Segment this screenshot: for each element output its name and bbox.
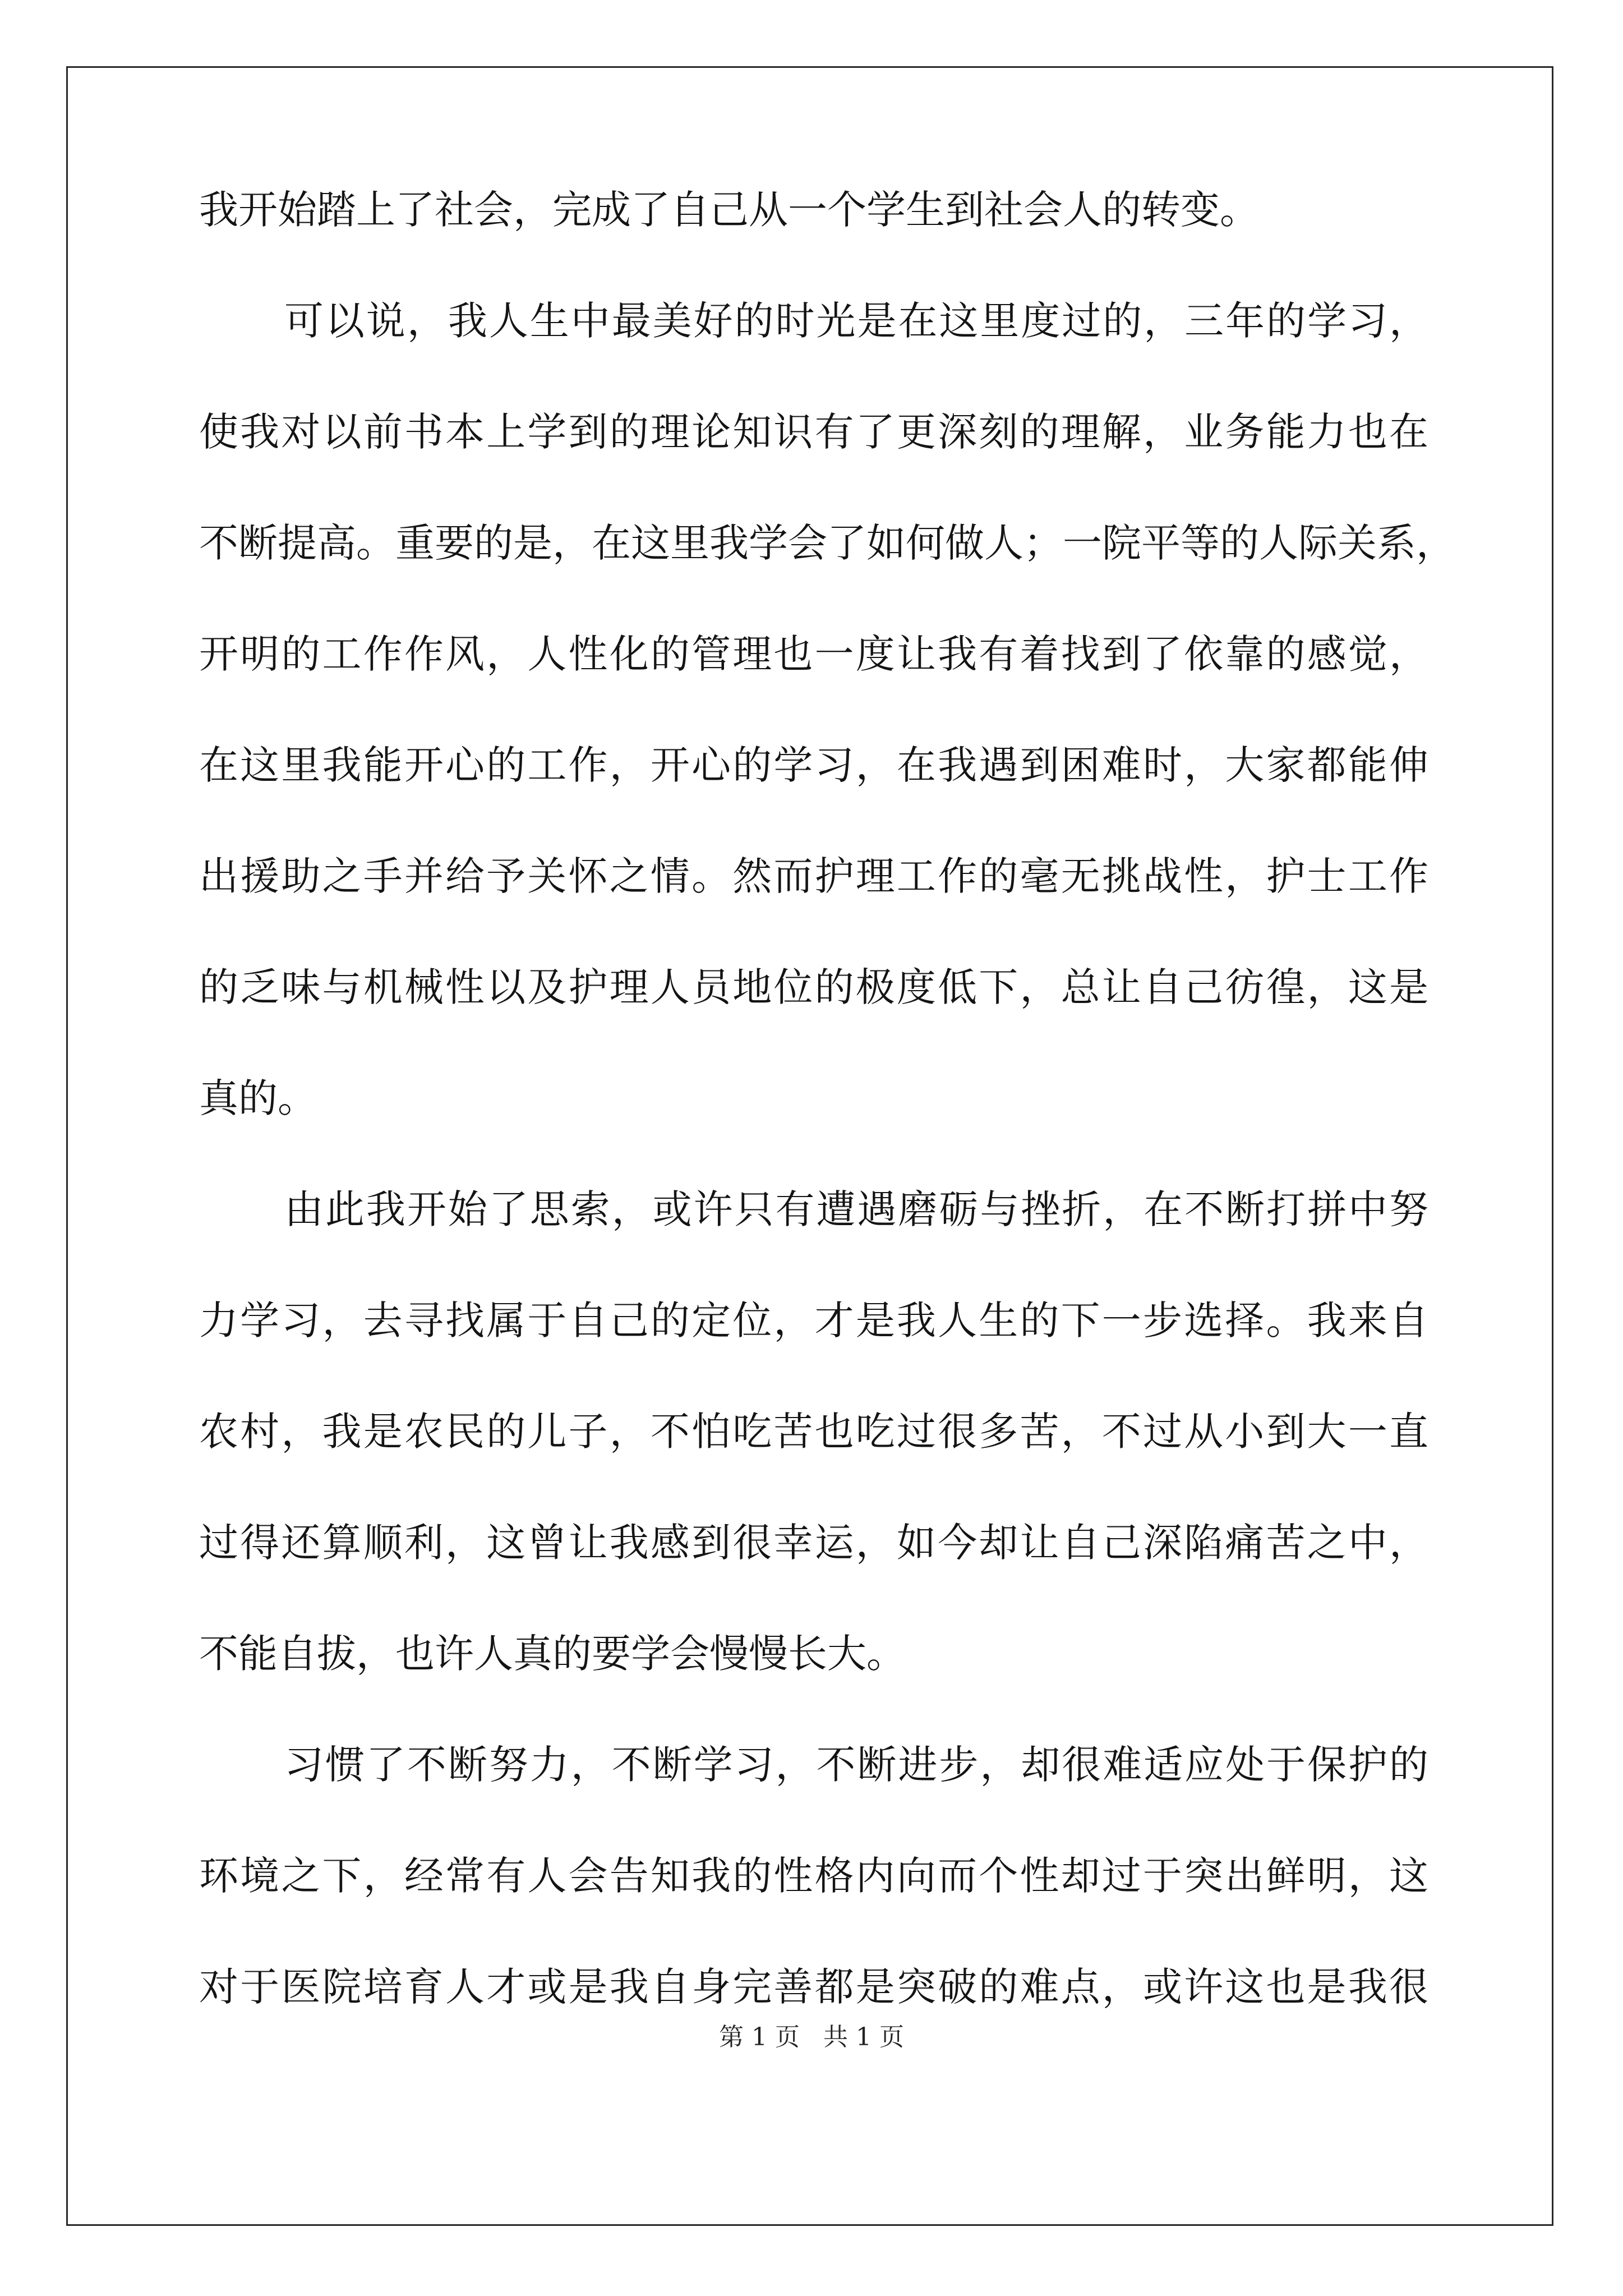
text-line: 力学习，去寻找属于自己的定位，才是我人生的下一步选择。我来自 <box>199 1297 1428 1343</box>
text-line: 在这里我能开心的工作，开心的学习，在我遇到困难时，大家都能伸 <box>199 742 1428 788</box>
text-line: 开明的工作作风，人性化的管理也一度让我有着找到了依靠的感觉， <box>199 631 1428 677</box>
text-line: 可以说，我人生中最美好的时光是在这里度过的，三年的学习， <box>284 298 1428 344</box>
text-line: 不断提高。重要的是，在这里我学会了如何做人；一院平等的人际关系， <box>199 520 1455 566</box>
text-line: 过得还算顺利，这曾让我感到很幸运，如今却让自己深陷痛苦之中， <box>199 1520 1428 1566</box>
text-line: 不能自拔，也许人真的要学会慢慢长大。 <box>199 1631 906 1677</box>
text-line: 由此我开始了思索，或许只有遭遇磨砺与挫折，在不断打拼中努 <box>284 1186 1428 1232</box>
text-line: 对于医院培育人才或是我自身完善都是突破的难点，或许这也是我很 <box>199 1964 1428 2010</box>
text-line: 出援助之手并给予关怀之情。然而护理工作的毫无挑战性，护士工作 <box>199 853 1428 899</box>
text-line: 习惯了不断努力，不断学习，不断进步，却很难适应处于保护的 <box>284 1742 1428 1788</box>
text-line: 我开始踏上了社会，完成了自己从一个学生到社会人的转变。 <box>199 187 1259 233</box>
text-line: 农村，我是农民的儿子，不怕吃苦也吃过很多苦，不过从小到大一直 <box>199 1409 1428 1455</box>
text-line: 使我对以前书本上学到的理论知识有了更深刻的理解，业务能力也在 <box>199 409 1428 455</box>
text-line: 的乏味与机械性以及护理人员地位的极度低下，总让自己彷徨，这是 <box>199 964 1428 1010</box>
text-line: 真的。 <box>199 1075 317 1121</box>
text-line: 环境之下，经常有人会告知我的性格内向而个性却过于突出鲜明，这 <box>199 1853 1428 1899</box>
document-body <box>199 187 1455 2098</box>
page-number-footer: 第 1 页 共 1 页 <box>719 2023 904 2051</box>
